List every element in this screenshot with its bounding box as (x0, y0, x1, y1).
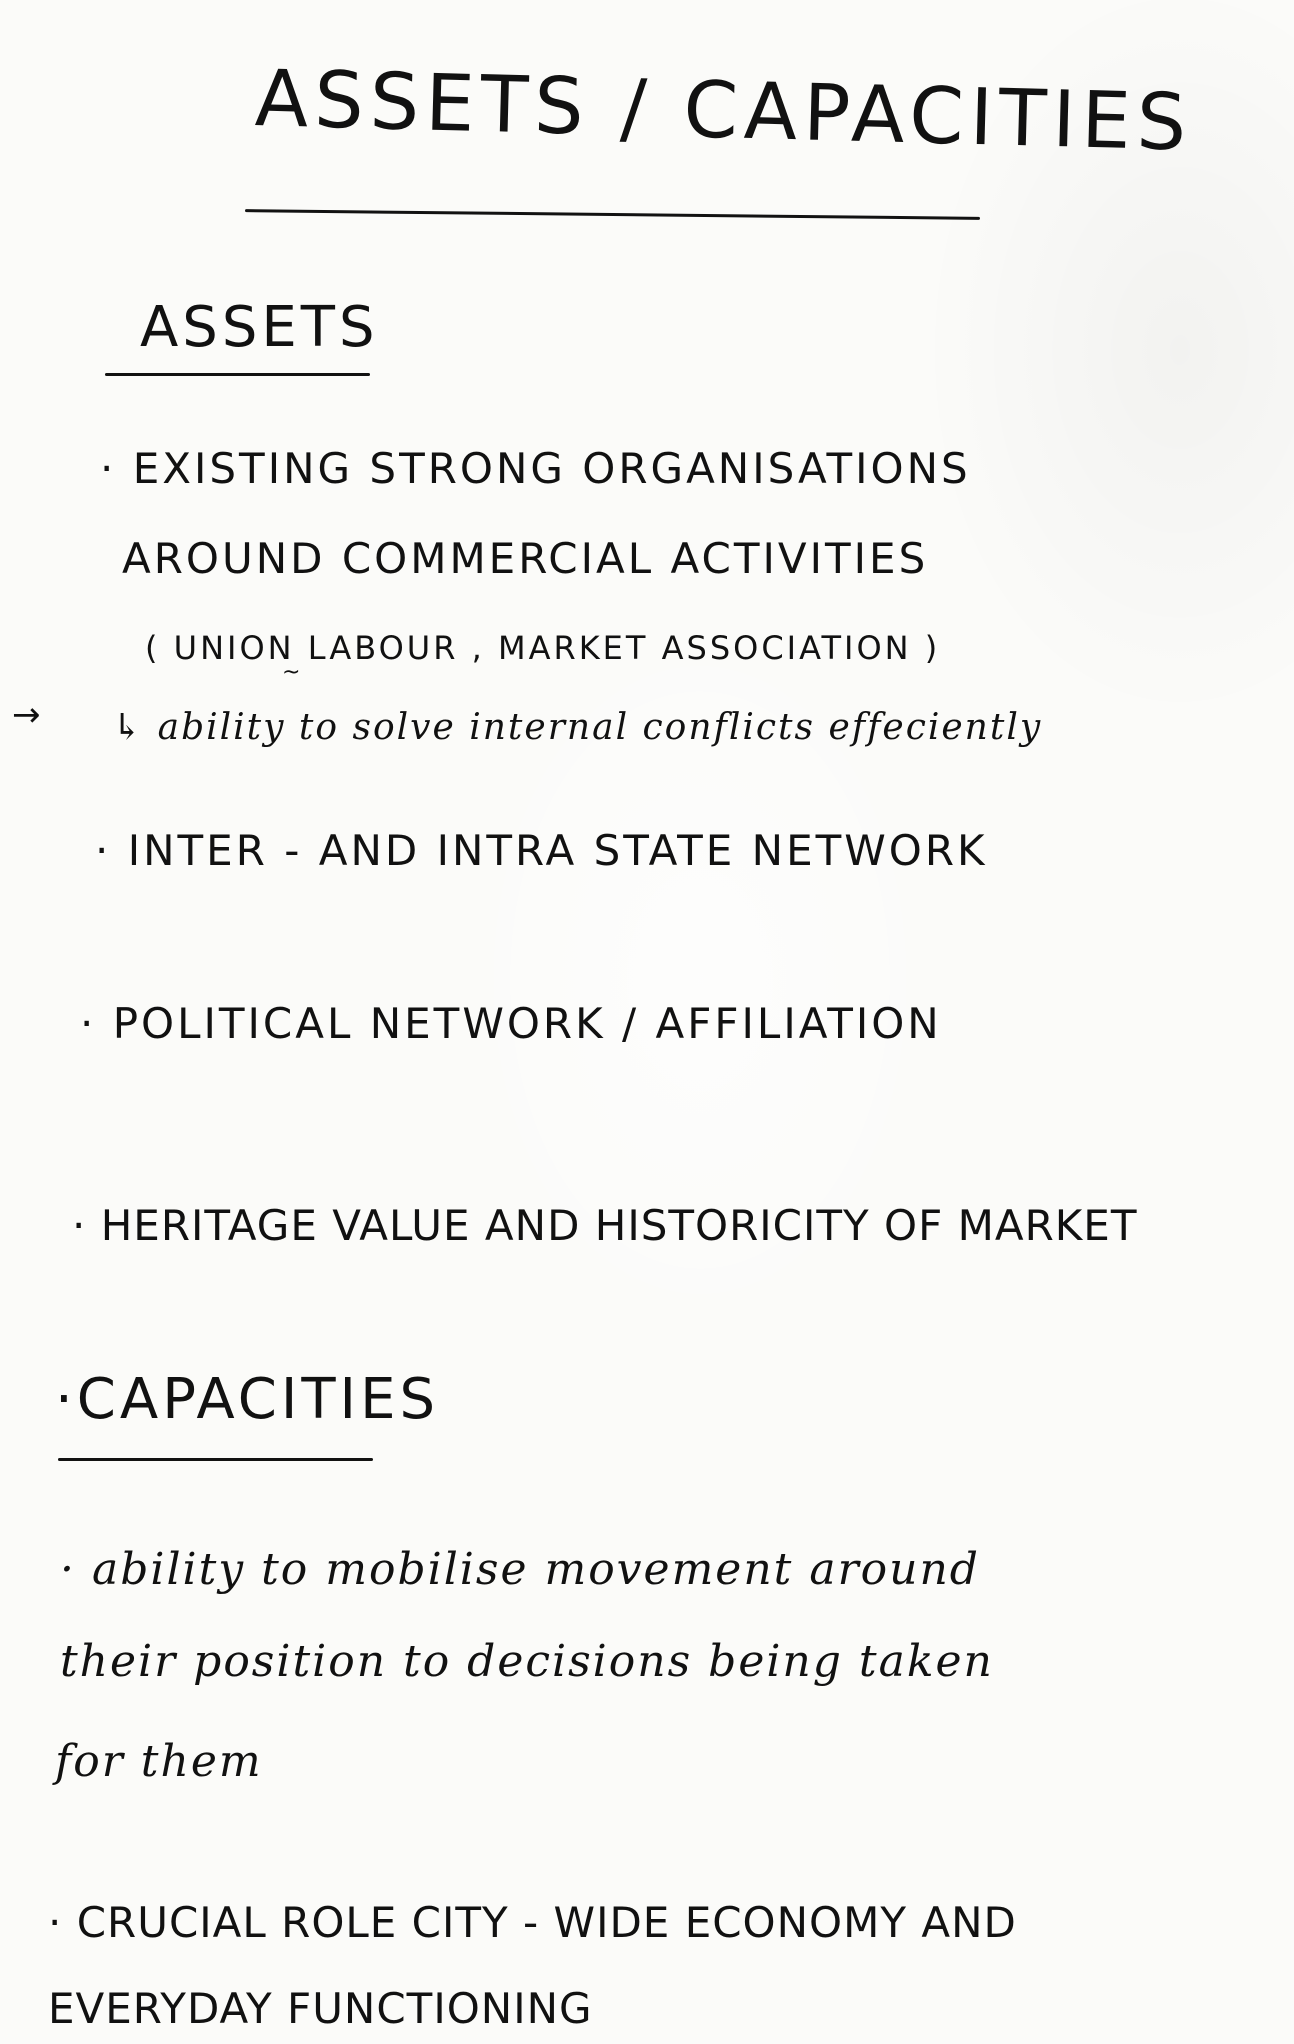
capacities-heading: ·CAPACITIES (55, 1367, 439, 1432)
assets-item-1-note: ↳ ability to solve internal conflicts effeciently (112, 707, 1043, 748)
margin-arrow: → (12, 695, 44, 735)
title-underline (245, 209, 980, 220)
assets-item-1-line-1: · EXISTING STRONG ORGANISATIONS (100, 444, 971, 493)
assets-item-4: · HERITAGE VALUE AND HISTORICITY OF MARKET (72, 1201, 1138, 1250)
capacities-item-1-line-2: their position to decisions being taken (60, 1636, 994, 1687)
assets-item-2: · INTER - AND INTRA STATE NETWORK (95, 826, 988, 875)
assets-underline (105, 373, 370, 376)
capacities-item-1-line-1: · ability to mobilise movement around (60, 1544, 980, 1595)
page-title: ASSETS / CAPACITIES (253, 54, 1194, 169)
capacities-underline (58, 1458, 373, 1461)
capacities-item-2-line-1: · CRUCIAL ROLE CITY - WIDE ECONOMY AND (48, 1898, 1017, 1947)
assets-item-3: · POLITICAL NETWORK / AFFILIATION (80, 999, 942, 1048)
connector-curl-mark: ~ (282, 660, 301, 685)
assets-item-1-line-3: ( UNION LABOUR , MARKET ASSOCIATION ) (145, 629, 941, 667)
assets-item-1-line-2: AROUND COMMERCIAL ACTIVITIES (122, 534, 929, 583)
capacities-item-1-line-3: for them (55, 1736, 263, 1787)
assets-heading: ASSETS (140, 295, 379, 360)
capacities-item-2-line-2: EVERYDAY FUNCTIONING (48, 1984, 593, 2033)
